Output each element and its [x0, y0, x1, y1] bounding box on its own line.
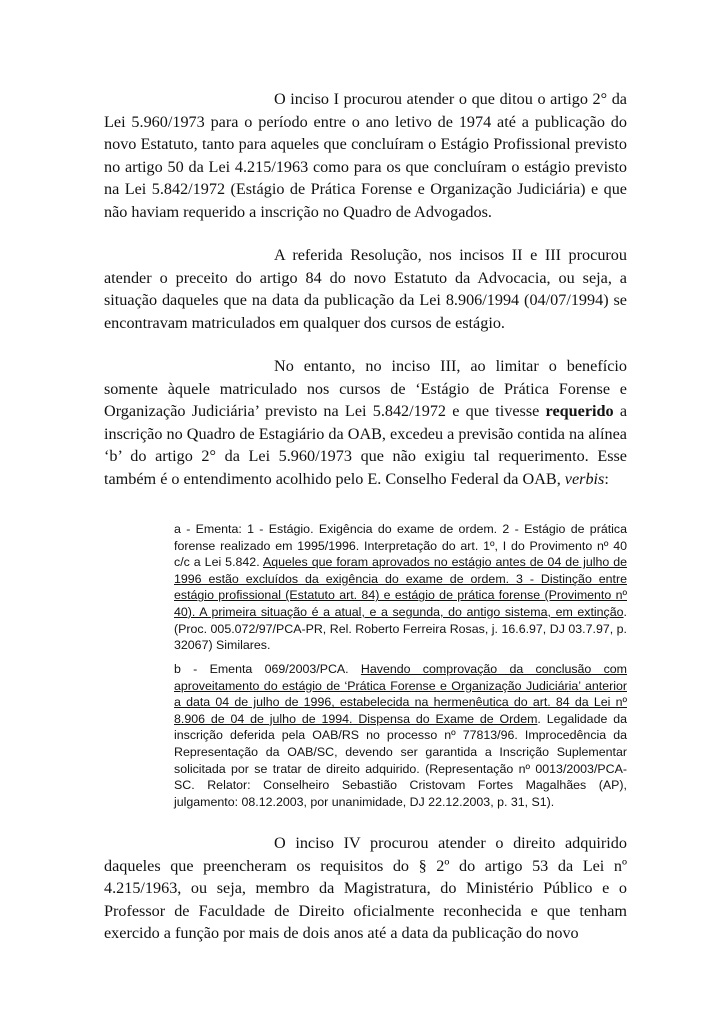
paragraph-text: :	[604, 469, 609, 488]
quote-text: b - Ementa 069/2003/PCA.	[174, 662, 361, 676]
paragraph-text: O inciso IV procurou atender o direito adquirido daqueles que preencheram os requisitos do § 2º do artigo 53 da Lei nº 4.215/1963, ou seja, membro da Magistratura, do Ministério Público e o Professor de Faculdade de Direito oficialmente reconhecida e que tenham exercido a função por mais de dois anos até a data da publicação do novo	[104, 834, 627, 943]
quote-text: . Legalidade da inscrição deferida pela OAB/RS no processo nº 77813/96. Improcedência da Representação da OAB/SC, devendo ser garantida a Inscrição Suplementar solicitada por se tratar de direito adquirido. (Representação nº 0013/2003/PCA-SC. Relator: Conselheiro Sebastião Cristovam Fortes Magalhães (AP), julgamento: 08.12.2003, por unanimidade, DJ 22.12.2003, p. 31, S1).	[174, 711, 627, 809]
paragraph-inciso-iv	[104, 832, 627, 945]
bold-term: requerido	[545, 402, 614, 421]
paragraph-text: A referida Resolução, nos incisos II e III procurou atender o preceito do artigo 84 do novo Estatuto da Advocacia, ou seja, a situação daqueles que na data da publicação da Lei 8.906/1994 (04/07/1994) se encontravam matriculados em qualquer dos cursos de estágio.	[104, 246, 627, 332]
paragraph-inciso-i	[104, 88, 627, 224]
quote-text: . (Proc. 005.072/97/PCA-PR, Rel. Roberto Ferreira Rosas, j. 16.6.97, DJ 03.7.97, p. 32067) Similares.	[174, 604, 627, 653]
paragraph-text: a inscrição no Quadro de Estagiário da OAB, excedeu a previsão contida na alínea ‘b’ do artigo 2° da Lei 5.960/1973 que não exigiu tal requerimento. Esse também é o entendimento acolhido pelo E. Conselho Federal da OAB,	[104, 402, 628, 488]
italic-term: verbis	[564, 469, 605, 488]
quote-b	[174, 661, 627, 810]
quote-text: a - Ementa: 1 - Estágio. Exigência do exame de ordem. 2 - Estágio de prática forense realizado em 1995/1996. Interpretação do art. 1º, I do Provimento nº 40 c/c a Lei 5.842.	[174, 522, 627, 570]
paragraph-text: No entanto, no inciso III, ao limitar o benefício somente àquele matriculado nos cursos de ‘Estágio de Prática Forense e Organização Judiciária’ previsto na Lei 5.842/1972 e que tivesse	[104, 357, 627, 421]
quote-underlined: Havendo comprovação da conclusão com aproveitamento do estágio de ‘Prática Forense e Organização Judiciária’ anterior a data 04 de julho de 1996, estabelecida na hermenêutica do art. 84 da Lei nº 8.906 de 04 de julho de 1994. Dispensa do Exame de Ordem	[174, 662, 628, 726]
paragraph-resolucao	[104, 244, 627, 334]
paragraph-inciso-iii	[104, 355, 627, 491]
quote-a	[174, 521, 627, 654]
quote-underlined: Aqueles que foram aprovados no estágio antes de 04 de julho de 1996 estão excluídos da exigência do exame de ordem. 3 - Distinção entre estágio profissional (Estatuto art. 84) e estágio de prática forense (Provimento nº 40). A primeira situação é a atual, e a segunda, do antigo sistema, em extinção	[174, 555, 628, 619]
paragraph-text: O inciso I procurou atender o que ditou o artigo 2° da Lei 5.960/1973 para o período entre o ano letivo de 1974 até a publicação do novo Estatuto, tanto para aqueles que concluíram o Estágio Profissional previsto no artigo 50 da Lei 4.215/1963 como para os que concluíram o estágio previsto na Lei 5.842/1972 (Estágio de Prática Forense e Organização Judiciária) e que não haviam requerido a inscrição no Quadro de Advogados.	[104, 90, 627, 221]
